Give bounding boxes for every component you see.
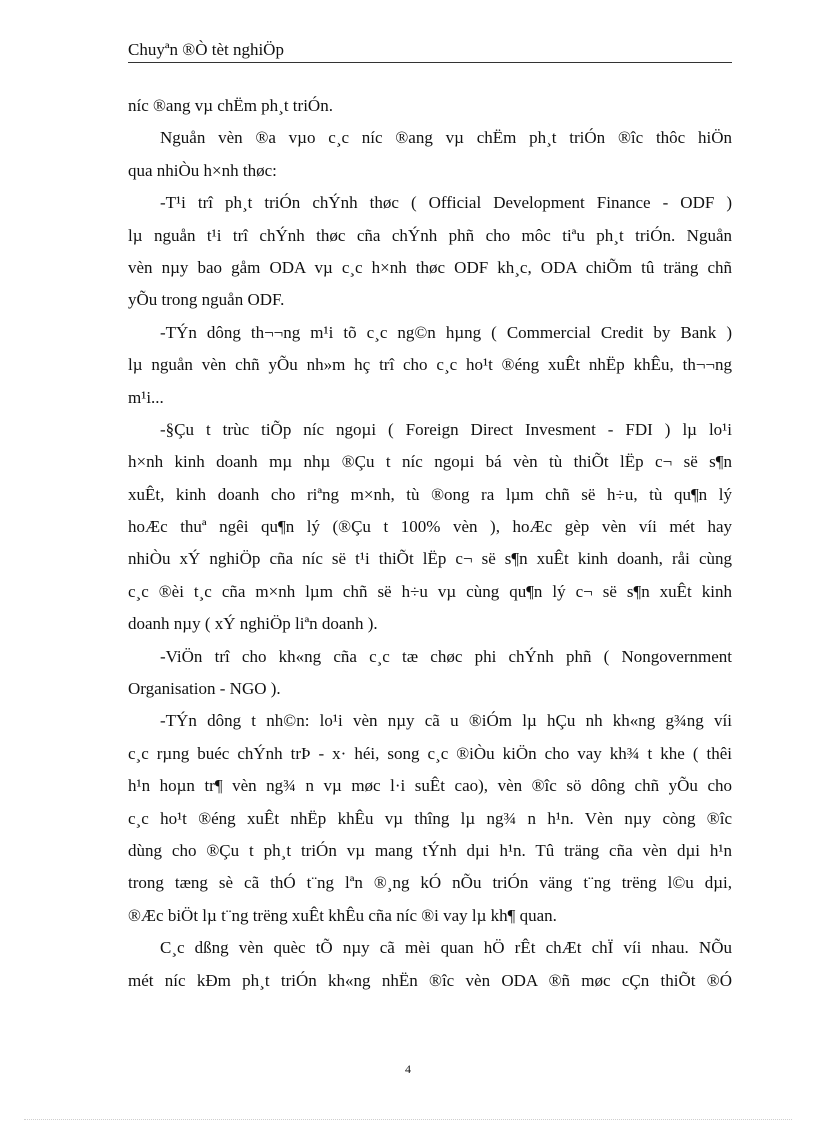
text-line: nhiÒu xÝ nghiÖp cña níc së t¹i thiÕt lËp c¬ së s¶n xuÊt kinh doanh, råi cùng <box>128 549 732 569</box>
text-line: dùng cho ®Çu t ph¸t triÓn vµ mang tÝnh dµi h¹n. Tû träng cña vèn dµi h¹n <box>128 840 732 860</box>
paragraph <box>128 90 732 122</box>
page-number: 4 <box>405 1062 411 1076</box>
text-line: m¹i... <box>128 387 164 407</box>
text-line: xuÊt, kinh doanh cho riªng m×nh, tù ®ong ra lµm chñ së h÷u, tù qu¶n lý <box>128 484 732 504</box>
paragraph <box>128 414 732 641</box>
text-line: qua nhiÒu h×nh thøc: <box>128 160 277 180</box>
paragraph <box>128 705 732 932</box>
text-line: trong tæng sè cã thÓ t¨ng lªn ®¸ng kÓ nÕu triÓn väng t¨ng trëng l©u dµi, <box>128 873 732 893</box>
text-line: h×nh kinh doanh mµ nhµ ®Çu t níc ngoµi bá vèn tù thiÕt lËp c¬ së s¶n <box>128 452 732 472</box>
text-line: c¸c ho¹t ®éng xuÊt nhËp khÊu vµ thîng lµ ng¾ n h¹n. Vèn nµy còng ®îc <box>128 808 732 828</box>
text-line: Organisation - NGO ). <box>128 679 281 699</box>
text-line: lµ nguån vèn chñ yÕu nh»m hç trî cho c¸c ho¹t ®éng xuÊt nhËp khÊu, th¬¬ng <box>128 355 732 375</box>
paragraph <box>128 122 732 187</box>
text-line: yÕu trong nguån ODF. <box>128 290 285 310</box>
text-line: hoÆc thuª ngêi qu¶n lý (®Çu t 100% vèn ), hoÆc gèp vèn víi mét hay <box>128 517 732 537</box>
text-line: lµ nguån t¹i trî chÝnh thøc cña chÝnh phñ cho môc tiªu ph¸t triÓn. Nguån <box>128 225 732 245</box>
text-line: Nguån vèn ®a vµo c¸c níc ®ang vµ chËm ph¸t triÓn ®îc thôc hiÖn <box>160 128 732 148</box>
text-line: -TÝn dông t nh©n: lo¹i vèn nµy cã u ®iÓm lµ hÇu nh kh«ng g¾ng víi <box>160 711 732 731</box>
text-line: -T¹i trî ph¸t triÓn chÝnh thøc ( Official Development Finance - ODF ) <box>160 193 732 213</box>
text-line: -ViÖn trî cho kh«ng cña c¸c tæ chøc phi chÝnh phñ ( Nongovernment <box>160 646 732 666</box>
text-line: -§Çu t trùc tiÕp níc ngoµi ( Foreign Direct Invesment - FDI ) lµ lo¹i <box>160 419 732 439</box>
paragraph <box>128 317 732 414</box>
text-line: c¸c ®èi t¸c cña m×nh lµm chñ së h÷u vµ cùng qu¶n lý c¬ së s¶n xuÊt kinh <box>128 581 732 601</box>
footer-divider <box>24 1119 792 1120</box>
text-line: -TÝn dông th¬¬ng m¹i tõ c¸c ng©n hµng ( Commercial Credit by Bank ) <box>160 322 732 342</box>
text-line: mét níc kÐm ph¸t triÓn kh«ng nhËn ®îc vèn ODA ®ñ møc cÇn thiÕt ®Ó <box>128 970 732 990</box>
text-line: níc ®ang vµ chËm ph¸t triÓn. <box>128 96 333 115</box>
text-line: h¹n hoµn tr¶ vèn ng¾ n vµ møc l·i suÊt cao), vèn ®îc sö dông chñ yÕu cho <box>128 776 732 796</box>
paragraph <box>128 932 732 997</box>
paragraph <box>128 641 732 706</box>
text-line: doanh nµy ( xÝ nghiÖp liªn doanh ). <box>128 614 378 634</box>
text-line: vèn nµy bao gåm ODA vµ c¸c h×nh thøc ODF kh¸c, ODA chiÕm tû träng chñ <box>128 257 732 277</box>
page-header <box>128 36 732 63</box>
paragraph <box>128 187 732 317</box>
text-line: C¸c dßng vèn quèc tÕ nµy cã mèi quan hÖ rÊt chÆt chÏ víi nhau. NÕu <box>160 938 732 958</box>
text-line: c¸c rµng buéc chÝnh trÞ - x· héi, song c¸c ®iÒu kiÖn cho vay kh¾ t khe ( thêi <box>128 743 732 763</box>
header-title: Chuyªn ®Ò tèt nghiÖp <box>128 40 284 59</box>
text-line: ®Æc biÖt lµ t¨ng trëng xuÊt khÊu cña níc ®i vay lµ kh¶ quan. <box>128 905 557 925</box>
document-body <box>128 90 732 997</box>
